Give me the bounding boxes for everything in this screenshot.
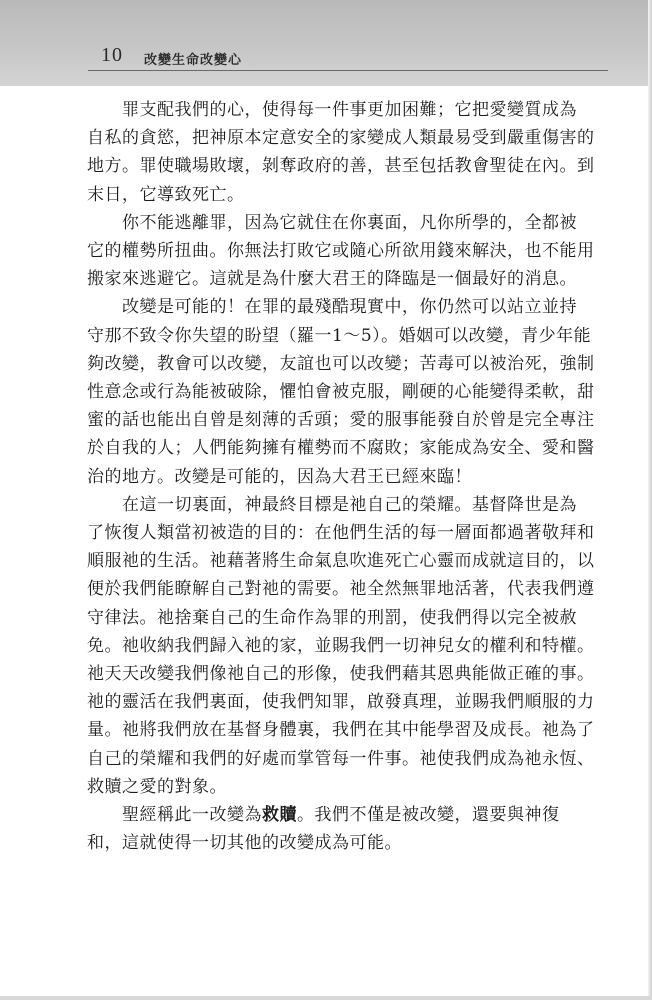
header-rule	[88, 70, 608, 71]
page-number: 10	[101, 44, 123, 66]
text-line: 便於我們能瞭解自己對祂的需要。祂全然無罪地活著，代表我們遵	[87, 579, 595, 600]
text-line: 量。祂將我們放在基督身體裏，我們在其中能學習及成長。祂為了	[87, 720, 595, 741]
text-line: 搬家來逃避它。這就是為什麼大君王的降臨是一個最好的消息。	[87, 269, 577, 290]
text-line: 於自我的人；人們能夠擁有權勢而不腐敗；家能成為安全、愛和醫	[87, 438, 595, 459]
text-line: 免。祂收納我們歸入祂的家，並賜我們一切神兒女的權利和特權。	[87, 635, 595, 656]
paragraph-1	[87, 96, 627, 209]
text-line: 祂天天改變我們像祂自己的形像，使我們藉其恩典能做正確的事。	[87, 664, 595, 685]
text-line: 地方。罪使職場敗壞，剝奪政府的善，甚至包括教會聖徒在內。到	[87, 156, 595, 177]
paragraph-4	[87, 491, 627, 801]
paragraph-5	[87, 801, 627, 857]
page-bottom-edge	[0, 996, 652, 1000]
text-line: 祂的靈活在我們裏面，使我們知罪，啟發真理，並賜我們順服的力	[87, 692, 595, 713]
paragraph-2	[87, 209, 627, 294]
text-line: 它的權勢所扭曲。你無法打敗它或隨心所欲用錢來解決，也不能用	[87, 241, 595, 262]
text-line: 順服祂的生活。祂藉著將生命氣息吹進死亡心靈而成就這目的，以	[87, 551, 595, 572]
text-line: 蜜的話也能出自曾是刻薄的舌頭；愛的服事能發自於曾是完全專注	[87, 410, 595, 431]
text-line: 治的地方。改變是可能的，因為大君王已經來臨！	[87, 466, 472, 487]
text-line: 末日，它導致死亡。	[87, 184, 245, 205]
running-title: 改變生命改變心	[144, 53, 243, 68]
text-line: 改變是可能的！在罪的最殘酷現實中，你仍然可以站立並持	[122, 297, 577, 318]
text-line: 和，這就使得一切其他的改變成為可能。	[87, 833, 402, 854]
text-line: 救贖之愛的對象。	[87, 776, 227, 797]
paragraph-3	[87, 293, 627, 490]
text-line: 守那不致令你失望的盼望（羅一1～5）。婚姻可以改變，青少年能	[87, 325, 592, 346]
text-line: 罪支配我們的心，使得每一件事更加困難；它把愛變質成為	[122, 100, 577, 120]
text-line: 你不能逃離罪，因為它就住在你裏面，凡你所學的，全都被	[122, 212, 577, 233]
text-line: 了恢復人類當初被造的目的：在他們生活的每一層面都過著敬拜和	[87, 523, 595, 544]
text-segment: 。我們不僅是被改變，還要與神復	[297, 805, 560, 826]
page-header-band	[0, 0, 652, 86]
text-line: 夠改變，教會可以改變，友誼也可以改變；苦毒可以被治死，強制	[87, 353, 595, 374]
text-segment: 聖經稱此一改變為	[122, 805, 262, 826]
key-term: 救贖	[262, 805, 297, 826]
page-right-edge	[648, 0, 652, 1000]
text-line: 在這一切裏面，神最終目標是祂自己的榮耀。基督降世是為	[122, 494, 577, 515]
text-line: 自私的貪慾，把神原本定意安全的家變成人類最易受到嚴重傷害的	[87, 128, 595, 149]
text-line: 性意念或行為能被破除，懼怕會被克服，剛硬的心能變得柔軟，甜	[87, 382, 595, 403]
text-line: 自己的榮耀和我們的好處而掌管每一件事。祂使我們成為祂永恆、	[87, 748, 595, 769]
text-line: 守律法。祂捨棄自己的生命作為罪的刑罰，使我們得以完全被赦	[87, 607, 577, 628]
body-text	[87, 96, 627, 857]
text-line	[87, 801, 627, 829]
